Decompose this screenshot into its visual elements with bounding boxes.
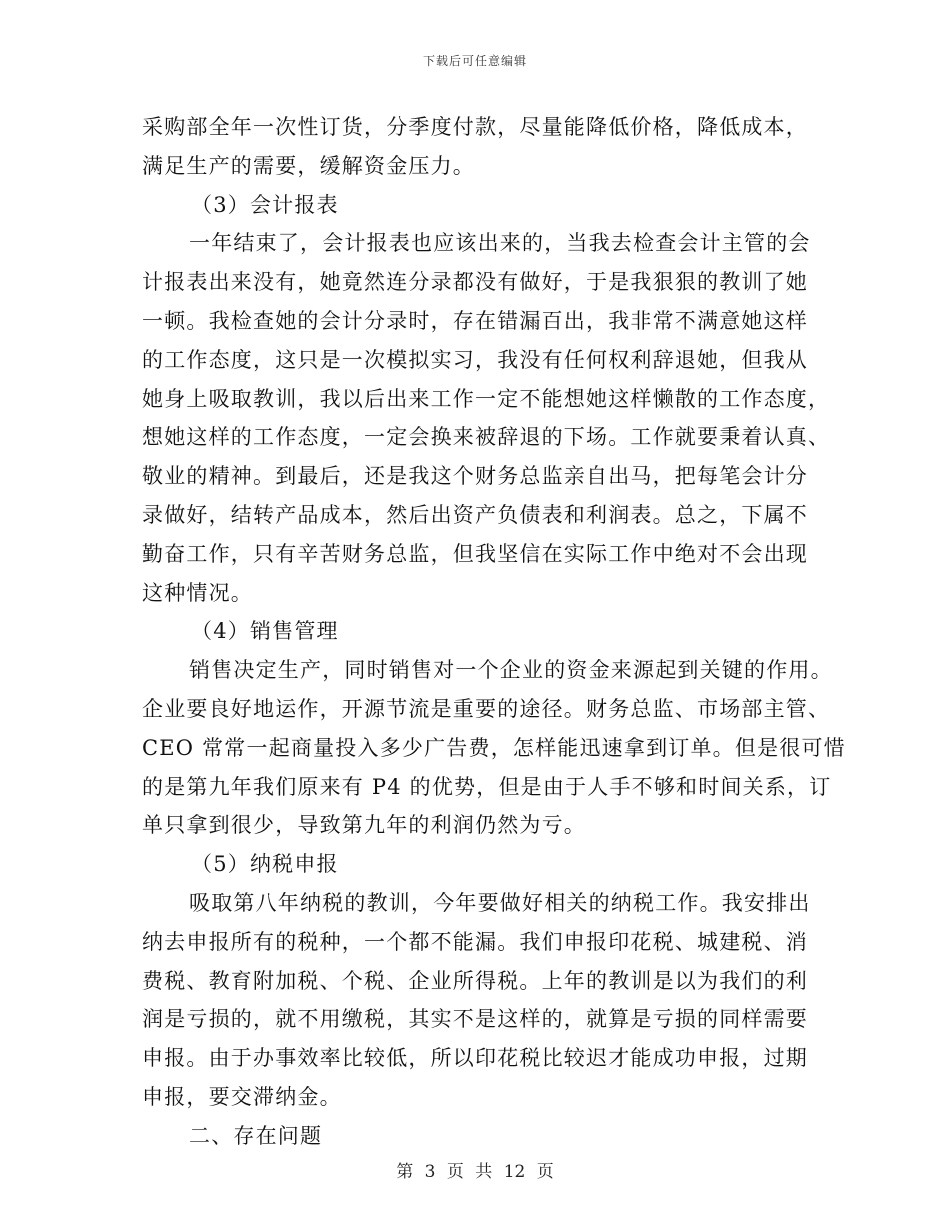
page-header: 下载后可任意编辑	[422, 54, 527, 68]
section-heading: （4）销售管理	[191, 619, 339, 644]
paragraph-line: 申报。由于办事效率比较低，所以印花税比较迟才能成功申报，过期	[142, 1046, 808, 1071]
paragraph-line: 这种情况。	[142, 580, 253, 605]
paragraph-line: 单只拿到很少，导致第九年的利润仍然为亏。	[142, 813, 586, 838]
paragraph-line: 敬业的精神。到最后，还是我这个财务总监亲自出马，把每笔会计分	[142, 464, 808, 489]
paragraph-line: 录做好，结转产品成本，然后出资产负债表和利润表。总之，下属不	[142, 502, 808, 527]
paragraph-line: CEO 常常一起商量投入多少广告费，怎样能迅速拿到订单。但是很可惜	[142, 735, 846, 760]
paragraph-line: 一顿。我检查她的会计分录时，存在错漏百出，我非常不满意她这样	[142, 308, 808, 333]
paragraph-line: 纳去申报所有的税种，一个都不能漏。我们申报印花税、城建税、消	[142, 929, 808, 954]
paragraph-line: 满足生产的需要，缓解资金压力。	[142, 153, 475, 178]
paragraph-line: 润是亏损的，就不用缴税，其实不是这样的，就算是亏损的同样需要	[142, 1007, 808, 1032]
paragraph-line: 销售决定生产，同时销售对一个企业的资金来源起到关键的作用。	[189, 658, 833, 683]
paragraph-line: 申报，要交滞纳金。	[142, 1084, 342, 1109]
paragraph-line: 勤奋工作，只有辛苦财务总监，但我坚信在实际工作中绝对不会出现	[142, 541, 808, 566]
paragraph-line: 二、存在问题	[189, 1123, 323, 1148]
paragraph-line: 想她这样的工作态度，一定会换来被辞退的下场。工作就要秉着认真、	[142, 425, 831, 450]
section-heading: （5）纳税申报	[191, 852, 339, 877]
paragraph-line: 的是第九年我们原来有 P4 的优势，但是由于人手不够和时间关系，订	[142, 774, 832, 799]
paragraph-line: 计报表出来没有，她竟然连分录都没有做好，于是我狠狠的教训了她	[142, 270, 808, 295]
paragraph-line: 企业要良好地运作，开源节流是重要的途径。财务总监、市场部主管、	[142, 696, 831, 721]
paragraph-line: 费税、教育附加税、个税、企业所得税。上年的教训是以为我们的利	[142, 968, 808, 993]
paragraph-line: 一年结束了，会计报表也应该出来的，当我去检查会计主管的会	[189, 231, 811, 256]
paragraph-line: 吸取第八年纳税的教训，今年要做好相关的纳税工作。我安排出	[189, 890, 811, 915]
page-footer: 第 3 页 共 12 页	[396, 1162, 554, 1182]
paragraph-line: 的工作态度，这只是一次模拟实习，我没有任何权利辞退她，但我从	[142, 347, 808, 372]
document-body	[142, 108, 846, 1156]
paragraph-line: 采购部全年一次性订货，分季度付款，尽量能降低价格，降低成本，	[142, 115, 808, 139]
paragraph-line: 她身上吸取教训，我以后出来工作一定不能想她这样懒散的工作态度，	[142, 386, 831, 411]
section-heading: （3）会计报表	[191, 192, 339, 217]
